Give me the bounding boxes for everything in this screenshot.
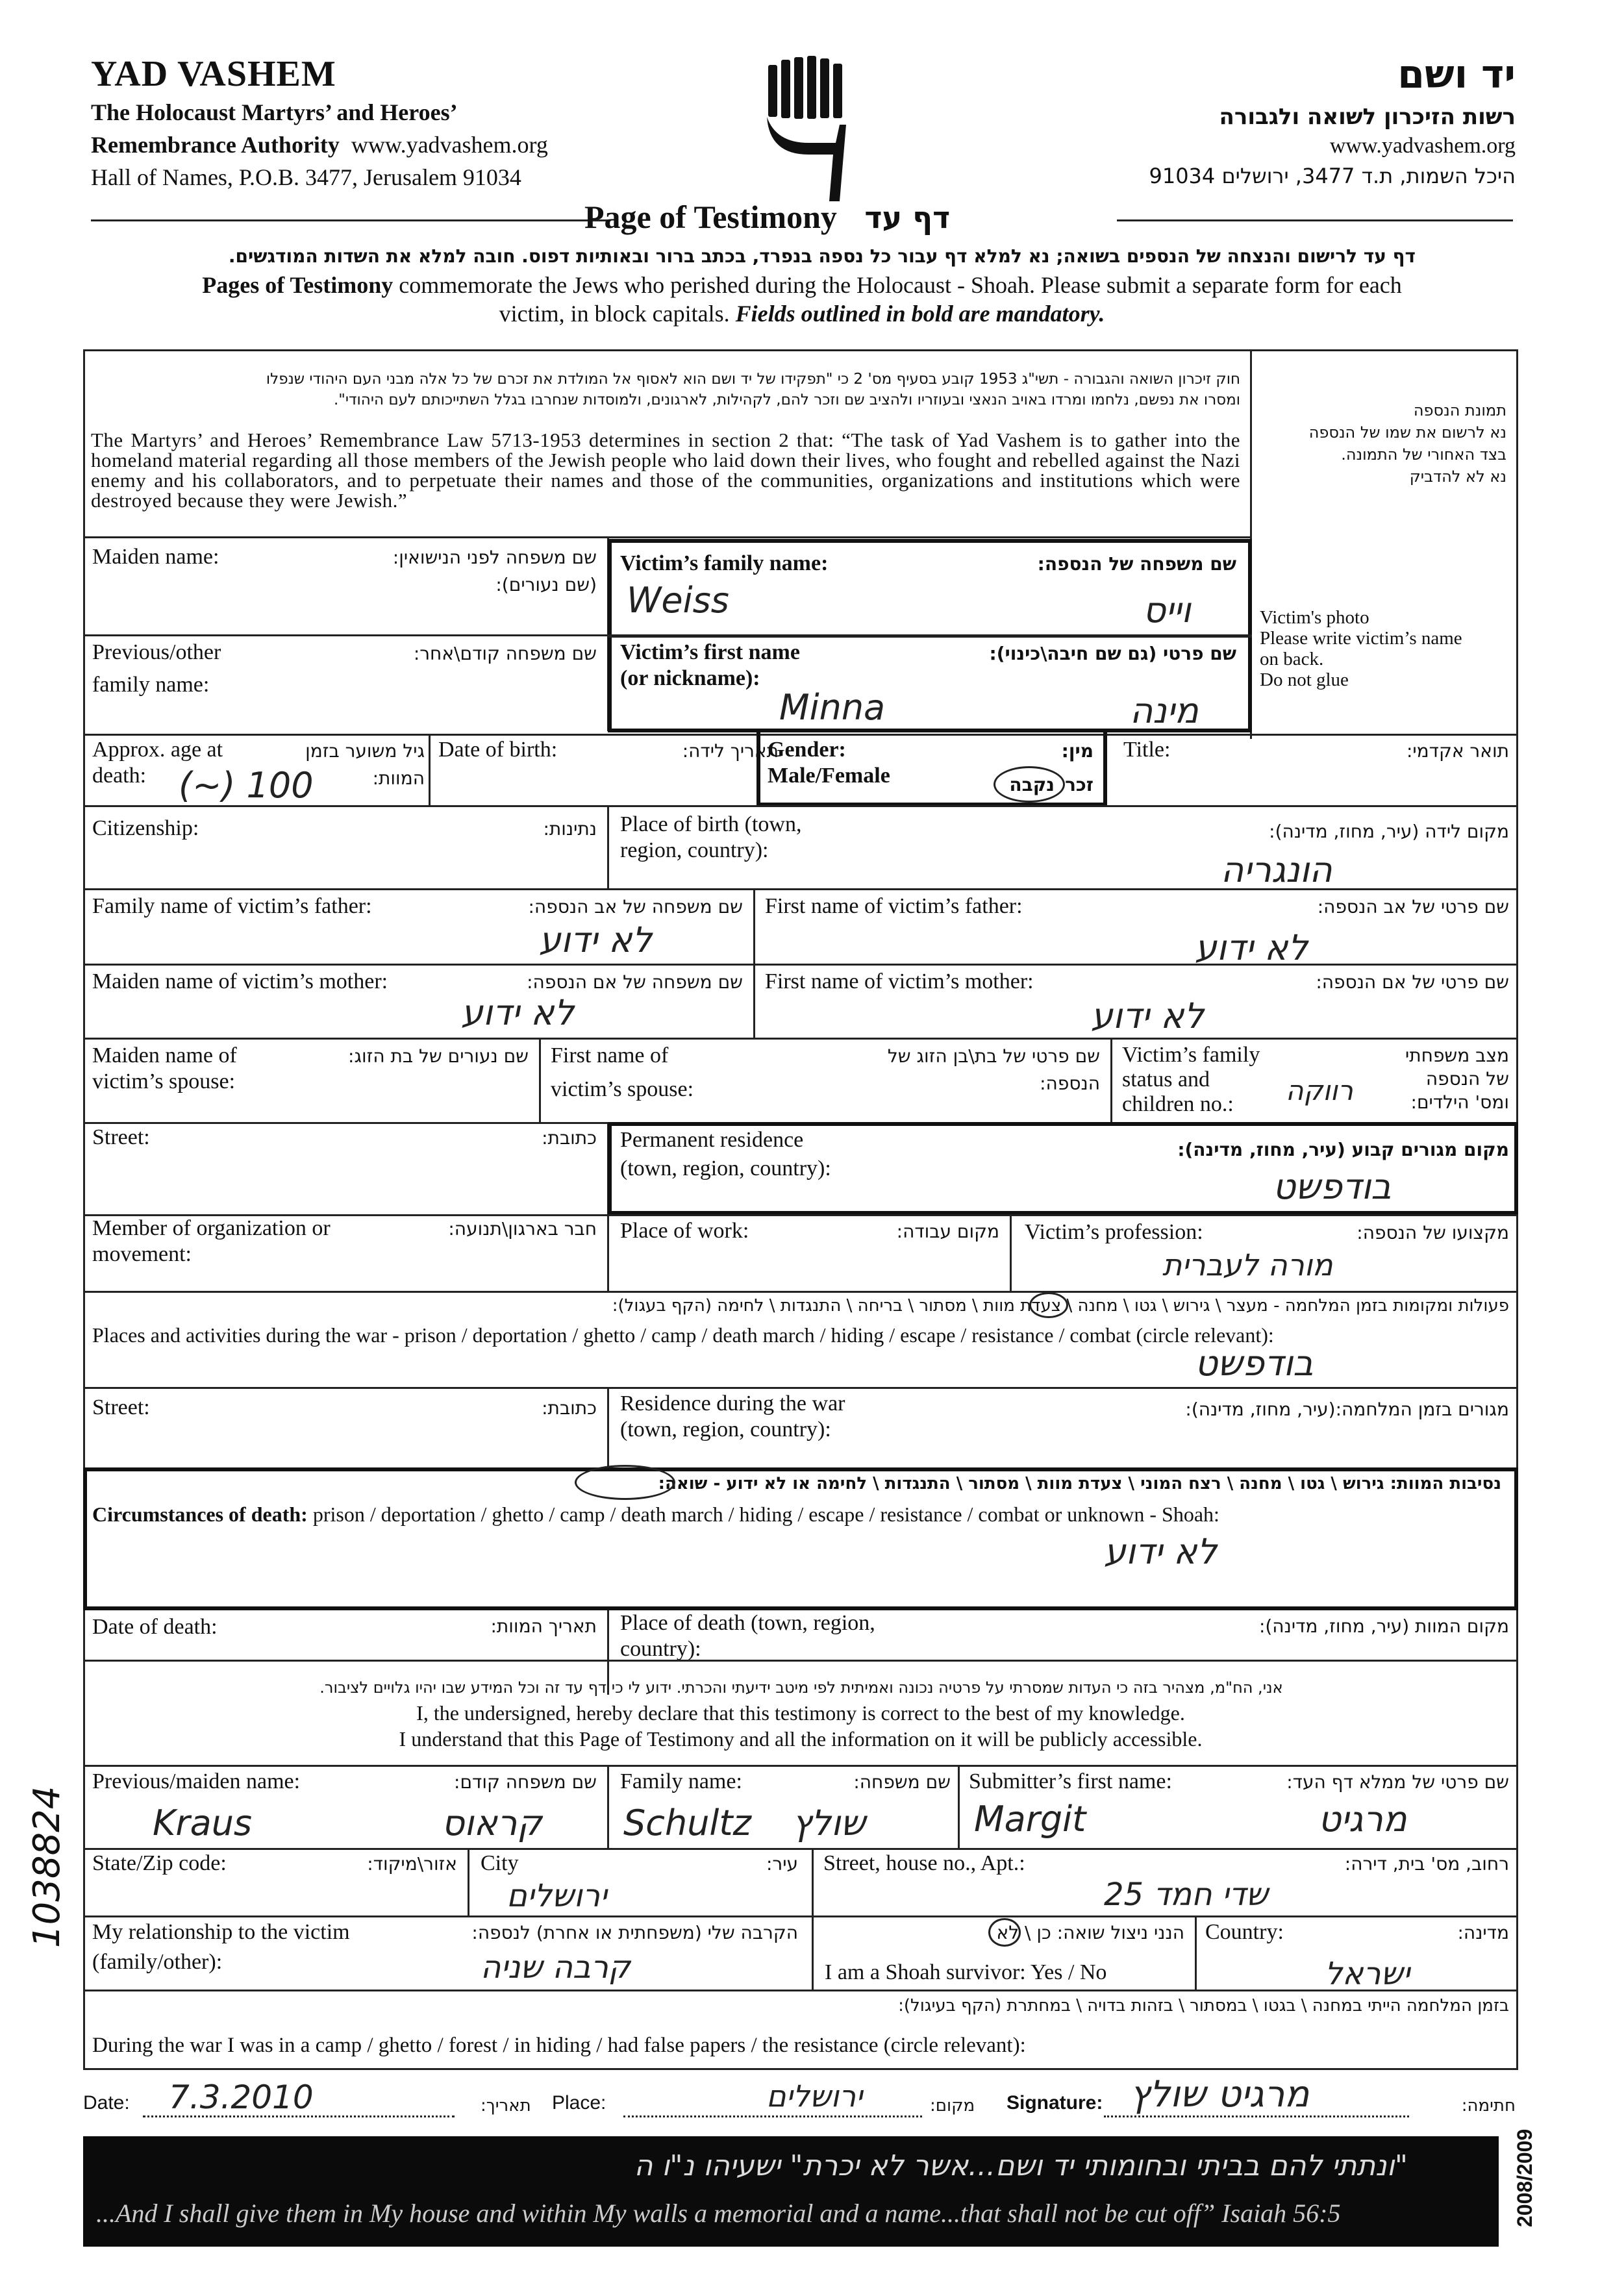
- col-divider: [1010, 1214, 1012, 1292]
- death-place-label: [620, 1610, 875, 1662]
- date-dotted-line: [143, 2115, 455, 2117]
- submitter-prev-name-label-he: שם משפחה קודם:: [454, 1771, 597, 1793]
- perm-res-value[interactable]: בודפשט: [1273, 1166, 1392, 1207]
- col-divider: [468, 1848, 469, 1915]
- page-title-he: דף עד: [864, 200, 951, 235]
- banner-he: "ונתתי להם בביתי ובחומותי יד ושם...אשר לא יכרת" ישעיהו נ"ו ה: [634, 2149, 1408, 2182]
- intro-en-line-2: [91, 300, 1513, 327]
- col-divider: [1110, 1038, 1112, 1122]
- gender-label-1: Gender:: [768, 738, 846, 762]
- maiden-name-label-he: שם משפחה לפני הנישואין:: [392, 547, 597, 568]
- address-en: Hall of Names, P.O.B. 3477, Jerusalem 91034: [91, 164, 521, 190]
- spouse-first-label-2: victim’s spouse:: [551, 1077, 694, 1101]
- street-label: Street, house no., Apt.:: [823, 1851, 1025, 1875]
- title-label: Title:: [1123, 738, 1171, 762]
- spouse-maiden-label: [92, 1043, 237, 1095]
- perm-res-label-he: מקום מגורים קבוע (עיר, מחוז, מדינה):: [1177, 1139, 1509, 1160]
- declaration-he: אני, הח"מ, מצהיר בזה כי העדות שמסרתי על פרטיה נכונה ואמיתית לפי מיטב ידיעתי והכרתי. ידוע לי כי דף עד זה וכל המידע שבו יהיו גלויים לציבור.: [319, 1678, 1283, 1697]
- row-divider: [83, 536, 1252, 538]
- col-divider: [812, 1848, 814, 1915]
- father-first-label: First name of victim’s father:: [765, 894, 1023, 918]
- prev-family-label-1: Previous/other: [92, 640, 221, 664]
- authority-line-2-text: Remembrance Authority: [91, 132, 340, 158]
- work-label-he: מקום עבודה:: [896, 1221, 999, 1242]
- website-he: www.yadvashem.org: [1329, 134, 1516, 158]
- col-divider: [607, 805, 609, 890]
- survivor-yes-circle: [988, 1918, 1021, 1947]
- banner-en: ...And I shall give them in My house and within My walls a memorial and a name...that shall not be cut off” Isaiah 56:5: [96, 2199, 1341, 2228]
- death-date-label: Date of death:: [92, 1615, 218, 1639]
- row-divider: [83, 1915, 1518, 1917]
- age-label-1: Approx. age at: [92, 738, 223, 762]
- photo-he-1: תמונת הנספה: [1413, 401, 1506, 419]
- death-circ-en: [92, 1501, 1219, 1527]
- war-res-label: [620, 1391, 845, 1443]
- place-dotted-line: [623, 2115, 922, 2117]
- footer-sig-he: חתימה:: [1461, 2096, 1516, 2115]
- mother-maiden-value[interactable]: לא ידוע: [461, 992, 575, 1033]
- intro-en-italic: Fields outlined in bold are mandatory.: [735, 301, 1105, 327]
- title-label-he: תואר אקדמי:: [1406, 740, 1509, 762]
- submitter-war-he: בזמן המלחמה הייתי במחנה \ בגטו \ במסתור \ בזהות בדויה \ במחתרת (הקף בעיגול):: [898, 1996, 1509, 2015]
- footer-sig-label: Signature:: [1006, 2092, 1103, 2114]
- row-divider: [83, 1848, 1518, 1850]
- war-places-he: פעולות ומקומות בזמן המלחמה - מעצר \ גירוש \ גטו \ מחנה \ צעדת מוות \ מסתור \ בריחה \ התנגדות \ לחימה (הקף בעגול):: [612, 1296, 1509, 1316]
- maiden-name-label: Maiden name:: [92, 545, 219, 569]
- col-divider: [753, 888, 755, 1038]
- org-label-2: movement:: [92, 1242, 192, 1266]
- header-rule-right: [1117, 219, 1513, 221]
- profession-value[interactable]: מורה לעברית: [1162, 1247, 1333, 1282]
- row-divider: [83, 1387, 1518, 1389]
- dob-label: Date of birth:: [438, 738, 558, 762]
- declaration-en-2: I understand that this Page of Testimony and all the information on it will be publicly accessible.: [399, 1727, 1203, 1751]
- submitter-prev-name-label: Previous/maiden name:: [92, 1769, 301, 1793]
- war-place-ghetto-circle: [1029, 1292, 1068, 1318]
- gender-selected-circle: [994, 766, 1065, 803]
- maiden-name-label-he-2: (שם נעורים):: [495, 574, 597, 595]
- submitter-first-label: Submitter’s first name:: [969, 1769, 1172, 1793]
- org-label-he: חבר בארגון\תנועה:: [448, 1218, 597, 1240]
- col-divider: [607, 1765, 609, 1848]
- father-family-label: Family name of victim’s father:: [92, 894, 372, 918]
- gender-label-he: מין:: [1061, 740, 1094, 762]
- spouse-maiden-label-2: victim’s spouse:: [92, 1069, 236, 1093]
- death-place-label-2: country):: [620, 1637, 701, 1661]
- relation-label-2: (family/other):: [92, 1950, 223, 1974]
- submitter-first-value-he[interactable]: מרגיט: [1318, 1799, 1407, 1840]
- survivor-en: I am a Shoah survivor: Yes / No: [825, 1960, 1107, 1984]
- row-divider: [83, 1660, 1518, 1662]
- gender-option-male-he[interactable]: זכר: [1065, 774, 1094, 795]
- war-res-label-he: מגורים בזמן המלחמה:(עיר, מחוז, מדינה):: [1185, 1399, 1509, 1420]
- family-status-label-he-1: מצב משפחתי: [1405, 1045, 1509, 1066]
- family-status-label-he-3: ומס' הילדים:: [1410, 1092, 1509, 1113]
- perm-res-label: [620, 1126, 831, 1183]
- family-status-label-2: status and: [1122, 1067, 1210, 1092]
- perm-res-label-2: (town, region, country):: [620, 1156, 831, 1180]
- mother-first-value[interactable]: לא ידוע: [1091, 995, 1205, 1036]
- declaration-en-1: I, the undersigned, hereby declare that this testimony is correct to the best of my knowledge.: [416, 1701, 1185, 1725]
- authority-line-1: The Holocaust Martyrs’ and Heroes’: [91, 99, 458, 125]
- father-first-label-he: שם פרטי של אב הנספה:: [1317, 896, 1509, 917]
- victim-name-divider: [608, 634, 1252, 638]
- submitter-prev-name-value[interactable]: Kraus: [153, 1803, 253, 1843]
- age-value[interactable]: (~) 100: [179, 765, 314, 806]
- relation-label-1: My relationship to the victim: [92, 1920, 350, 1944]
- photo-he-2: נא לרשום את שמו של הנספה: [1308, 423, 1506, 442]
- law-text-he-1: חוק זיכרון השואה והגבורה - תשי"ג 1953 קובע בסעיף מס' 2 כי "תפקידו של יד ושם הוא לאסוף אל המולדת את זכרם של כל אלה מבני העם היהודי שנפלו: [266, 371, 1240, 388]
- first-name-label: [620, 640, 800, 692]
- age-label-he-1: גיל משוער בזמן: [305, 740, 425, 762]
- footer-date-label: Date:: [83, 2092, 130, 2114]
- spouse-maiden-label-1: Maiden name of: [92, 1043, 237, 1067]
- relation-label: [92, 1919, 350, 1975]
- submitter-prev-name-value-he[interactable]: קראוס: [442, 1803, 542, 1843]
- birth-place-label-2: region, country):: [620, 838, 769, 862]
- spouse-maiden-label-he: שם נעורים של בת הזוג:: [348, 1045, 529, 1067]
- prev-family-label: [92, 640, 221, 698]
- prev-family-label-2: family name:: [92, 673, 210, 697]
- family-name-value[interactable]: Weiss: [627, 580, 729, 621]
- photo-area: [1260, 399, 1506, 488]
- spouse-first-label: [551, 1043, 694, 1103]
- org-label-1: Member of organization or: [92, 1216, 331, 1240]
- city-value[interactable]: ירושלים: [506, 1878, 607, 1914]
- street-label-he: רחוב, מס' בית, דירה:: [1344, 1853, 1509, 1875]
- death-circ-he: נסיבות המוות: גירוש \ גטו \ מחנה \ רצח המוני \ צעדת מוות \ מסתור \ התנגדות \ לחימה או לא ידוע - שואה:: [658, 1474, 1501, 1493]
- row-divider: [83, 888, 1518, 890]
- side-stamp-number: 1038824: [26, 1786, 68, 1948]
- header-rule-left: [91, 219, 610, 221]
- page-title-en: Page of Testimony: [584, 199, 837, 235]
- war-res-label-2: (town, region, country):: [620, 1417, 831, 1441]
- side-year-code: 2008/2009: [1513, 2128, 1536, 2227]
- submitter-family-value[interactable]: Schultz: [623, 1803, 751, 1843]
- row-divider: [83, 964, 1518, 966]
- zip-label: State/Zip code:: [92, 1851, 227, 1875]
- row-divider: [83, 1291, 1518, 1293]
- zip-label-he: אזור\מיקוד:: [367, 1853, 457, 1875]
- first-name-label-2: (or nickname):: [620, 666, 760, 690]
- submitter-war-en: During the war I was in a camp / ghetto / forest / in hiding / had false papers / the resistance (circle relevant):: [92, 2034, 1026, 2057]
- first-name-label-1: Victim’s first name: [620, 640, 800, 664]
- intro-en-bold: Pages of Testimony: [202, 272, 394, 298]
- photo-en: [1260, 607, 1462, 690]
- footer-sig-value[interactable]: מרגיט שולץ: [1130, 2073, 1310, 2115]
- age-label-2: death:: [92, 764, 147, 788]
- col-divider: [539, 1038, 541, 1122]
- intro-en-text-2: victim, in block capitals.: [499, 301, 730, 327]
- first-name-value-he[interactable]: מינה: [1130, 690, 1199, 731]
- street1-label: Street:: [92, 1125, 150, 1149]
- mother-first-label: First name of victim’s mother:: [765, 969, 1034, 993]
- father-family-label-he: שם משפחה של אב הנספה:: [528, 896, 743, 917]
- yad-vashem-logo-icon: [763, 52, 854, 201]
- family-status-label-he-2: של הנספה: [1425, 1068, 1509, 1090]
- war-places-en: Places and activities during the war - prison / deportation / ghetto / camp / death march / hiding / escape / resistance / combat (circle relevant):: [92, 1323, 1274, 1347]
- age-label-he-2: המוות:: [372, 767, 425, 789]
- death-circ-en-text: prison / deportation / ghetto / camp / death march / hiding / escape / resistance / combat or unknown - Shoah:: [312, 1503, 1219, 1526]
- spouse-first-label-he: [888, 1044, 1100, 1096]
- first-name-value[interactable]: Minna: [779, 687, 886, 728]
- org-name-he: יד ושם: [1397, 52, 1516, 97]
- col-divider: [607, 1387, 609, 1468]
- footer-place-he: מקום:: [930, 2096, 975, 2115]
- col-divider: [429, 734, 431, 805]
- birth-place-label-1: Place of birth (town,: [620, 812, 802, 836]
- country-label: Country:: [1205, 1920, 1284, 1944]
- photo-en-4: Do not glue: [1260, 669, 1349, 690]
- death-circ-unknown-circle: [575, 1465, 675, 1500]
- work-label: Place of work:: [620, 1219, 749, 1243]
- country-label-he: מדינה:: [1457, 1922, 1509, 1943]
- street-value[interactable]: שדי חמד 25: [1104, 1877, 1268, 1913]
- survivor-he: הנני ניצול שואה: כן \ לא: [996, 1922, 1184, 1943]
- footer-place-value[interactable]: ירושלים: [766, 2078, 863, 2114]
- war-res-label-1: Residence during the war: [620, 1391, 845, 1416]
- footer-date-he: תאריך:: [481, 2096, 531, 2115]
- submitter-first-value[interactable]: Margit: [974, 1799, 1086, 1840]
- authority-he: רשות הזיכרון לשואה ולגבורה: [1219, 104, 1516, 130]
- row-divider: [83, 805, 1518, 807]
- org-name-en: YAD VASHEM: [91, 54, 336, 94]
- row-divider: [83, 634, 608, 636]
- family-status-label-1: Victim’s family: [1122, 1043, 1260, 1067]
- family-status-label-he: [1405, 1044, 1509, 1114]
- profession-label-he: מקצועו של הנספה:: [1356, 1222, 1509, 1243]
- submitter-family-value-he[interactable]: שולץ: [792, 1803, 866, 1843]
- law-text-en: The Martyrs’ and Heroes’ Remembrance Law 5713-1953 determines in section 2 that: “The task of Yad Vashem is to gather into the homeland material regarding all those members of the Jewish people who laid down their lives, who fought and rebelled against the Nazi enemy and his collaborators, and to perpetuate their names and those of the communities, organizations and institutions which were destroyed because they were Jewish.”: [91, 429, 1240, 512]
- family-status-value[interactable]: רווקה: [1286, 1075, 1353, 1106]
- sig-dotted-line: [1104, 2115, 1409, 2117]
- footer-date-value[interactable]: 7.3.2010: [169, 2078, 314, 2116]
- submitter-first-label-he: שם פרטי של ממלא דף העד:: [1286, 1771, 1509, 1793]
- photo-en-2: Please write victim’s name: [1260, 628, 1462, 649]
- quote-banner: [83, 2136, 1499, 2247]
- intro-en-text-1: commemorate the Jews who perished during the Holocaust - Shoah. Please submit a separate form for each: [399, 272, 1402, 298]
- age-label-he: [305, 739, 425, 791]
- row-divider: [83, 1990, 1518, 1991]
- death-place-label-1: Place of death (town, region,: [620, 1611, 875, 1635]
- footer-place-label: Place:: [552, 2092, 606, 2114]
- row-divider: [83, 1765, 1518, 1767]
- father-first-value[interactable]: לא ידוע: [1195, 927, 1308, 968]
- city-label: City: [481, 1851, 519, 1875]
- org-label: [92, 1216, 331, 1267]
- gender-label: [768, 737, 890, 789]
- dob-label-he: תאריך לידה:: [682, 740, 779, 762]
- death-date-label-he: תאריך המוות:: [490, 1616, 597, 1637]
- intro-en-line-1: [91, 271, 1513, 299]
- spouse-first-label-1: First name of: [551, 1043, 669, 1067]
- relation-value[interactable]: קרבה שניה: [481, 1949, 631, 1986]
- col-divider: [1195, 1915, 1197, 1990]
- submitter-family-label-he: שם משפחה:: [853, 1771, 951, 1793]
- citizenship-label: Citizenship:: [92, 816, 199, 840]
- birth-place-label-he: מקום לידה (עיר, מחוז, מדינה):: [1269, 821, 1509, 842]
- photo-en-1: Victim's photo: [1260, 607, 1369, 628]
- page-title: [584, 198, 950, 236]
- col-divider: [958, 1765, 960, 1848]
- prev-family-label-he: שם משפחה קודם\אחר:: [413, 643, 597, 664]
- address-he: היכל השמות, ת.ד 3477, ירושלים 91034: [1149, 164, 1516, 188]
- death-circ-value[interactable]: לא ידוע: [1104, 1531, 1218, 1572]
- col-divider: [812, 1915, 814, 1990]
- perm-res-label-1: Permanent residence: [620, 1128, 804, 1152]
- profession-label: Victim’s profession:: [1025, 1220, 1203, 1244]
- col-divider: [607, 1214, 609, 1292]
- city-label-he: עיר:: [766, 1853, 798, 1875]
- street2-label-he: כתובת:: [542, 1397, 597, 1419]
- gender-option-female-he[interactable]: נקבה: [1009, 774, 1055, 795]
- first-name-label-he: שם פרטי (גם שם חיבה\כינוי):: [989, 643, 1236, 664]
- website-en: www.yadvashem.org: [351, 132, 548, 158]
- family-name-label-he: שם משפחה של הנספה:: [1037, 553, 1236, 575]
- mother-first-label-he: שם פרטי של אם הנספה:: [1316, 971, 1509, 993]
- row-divider: [83, 1038, 1518, 1040]
- family-name-value-he[interactable]: וייס: [1143, 590, 1191, 630]
- war-places-value[interactable]: בודפשט: [1195, 1343, 1314, 1384]
- gender-label-2: Male/Female: [768, 764, 890, 788]
- photo-he-3: בצד האחורי של התמונה.: [1341, 445, 1506, 464]
- death-place-label-he: מקום המוות (עיר, מחוז, מדינה):: [1258, 1616, 1509, 1637]
- submitter-family-label: Family name:: [620, 1769, 742, 1793]
- spouse-first-label-he-2: הנספה:: [1040, 1073, 1100, 1094]
- family-status-label-3: children no.:: [1122, 1092, 1234, 1116]
- citizenship-label-he: נתינות:: [543, 818, 597, 840]
- photo-he-4: נא לא להדביק: [1409, 468, 1506, 486]
- death-circ-en-bold: Circumstances of death:: [92, 1503, 308, 1526]
- relation-label-he: הקרבה שלי (משפחתית או אחרת) לנספה:: [471, 1922, 798, 1943]
- law-text-he-2: ומסרו את נפשם, נלחמו ומרדו באויב הנאצי ובעוזריו ולהציב שם וזכר להם, לקהילות, לארגונים, ולמוסדות שנחרבו בגלל השתייכותם לעם היהודי".: [333, 392, 1240, 408]
- photo-en-3: on back.: [1260, 649, 1324, 669]
- intro-he: דף עד לרישום והנצחה של הנספים בשואה; נא למלא דף עבור כל נספה בנפרד, בכתב ברור ובאותיות דפוס. חובה למלא את השדות המודגשים.: [228, 245, 1416, 267]
- family-status-label: [1122, 1043, 1260, 1117]
- birth-place-label: [620, 812, 802, 864]
- family-name-label: Victim’s family name:: [620, 551, 829, 575]
- mother-maiden-label-he: שם משפחה של אם הנספה:: [527, 971, 743, 993]
- birth-place-value[interactable]: הונגריה: [1221, 849, 1332, 890]
- spouse-first-label-he-1: שם פרטי של בת\בן הזוג של: [887, 1045, 1100, 1067]
- mother-maiden-label: Maiden name of victim’s mother:: [92, 969, 388, 993]
- street2-label: Street:: [92, 1395, 150, 1419]
- authority-line-2: [91, 130, 548, 160]
- country-value[interactable]: ישראל: [1325, 1956, 1410, 1992]
- father-family-value[interactable]: לא ידוע: [539, 919, 653, 960]
- street1-label-he: כתובת:: [542, 1127, 597, 1149]
